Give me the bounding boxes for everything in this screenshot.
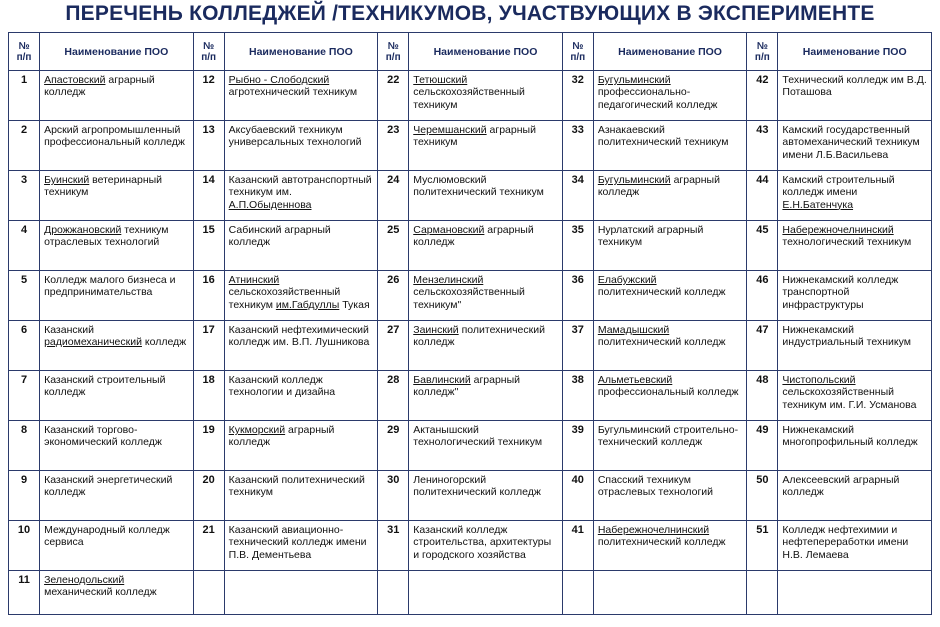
institution-name-text: политехнический колледж: [597, 536, 726, 549]
institution-name-text: сельскохозяйственный техникум им. Г.И. Усманова: [782, 386, 917, 411]
institution-name-text: Нижнекамский индустриальный техникум: [782, 324, 911, 349]
table-cell-number: 11: [9, 571, 40, 615]
institution-name-underlined: Черемшанский: [413, 124, 487, 136]
institution-name-underlined: Бугульминский: [597, 74, 671, 86]
table-cell-name: [40, 421, 193, 471]
table-cell-name: [40, 371, 193, 421]
table-cell-number: 8: [9, 421, 40, 471]
table-cell-name: [593, 421, 746, 471]
institution-name-underlined: Дрожжановский: [44, 224, 122, 236]
table-cell-number: 6: [9, 321, 40, 371]
table-cell-name: [778, 271, 932, 321]
table-cell-number: 45: [747, 221, 778, 271]
table-cell-name: [593, 71, 746, 121]
table-cell-name: [593, 321, 746, 371]
institution-name-text: Колледж нефтехимии и нефтепереработки имени Н.В. Лемаева: [782, 524, 909, 561]
institution-name-text: Камский строительный колледж имени: [782, 174, 895, 199]
institution-name-underlined: Заинский: [413, 324, 459, 336]
institution-name-text: Аксубаевский техникум универсальных технологий: [228, 124, 362, 149]
institution-name-underlined: радиомеханический: [44, 336, 142, 349]
table-cell-number: 34: [562, 171, 593, 221]
num-header-line1: №: [18, 40, 30, 52]
table-cell-name: [593, 121, 746, 171]
table-cell-name: [409, 271, 562, 321]
table-cell-name: [224, 421, 377, 471]
table-cell-number: 23: [378, 121, 409, 171]
institution-name-text: Азнакаевский политехнический техникум: [597, 124, 729, 149]
table-cell-number: 35: [562, 221, 593, 271]
table-cell-number: 37: [562, 321, 593, 371]
num-header-line2: п/п: [16, 51, 32, 63]
table-cell-name: [40, 221, 193, 271]
table-cell-number: 22: [378, 71, 409, 121]
table-cell-name: [409, 71, 562, 121]
institution-name-text: Актанышский технологический техникум: [413, 424, 543, 449]
institution-name-text: аграрный колледж": [413, 374, 521, 399]
table-cell-name: [778, 171, 932, 221]
table-cell-name: [778, 321, 932, 371]
institution-name-underlined: Набережночелнинский: [597, 524, 710, 536]
table-cell-number: 21: [193, 521, 224, 571]
table-cell-name: [40, 71, 193, 121]
table-cell-number: [378, 571, 409, 615]
table-cell-name: [409, 521, 562, 571]
table-cell-name: [593, 171, 746, 221]
table-cell-name: [778, 521, 932, 571]
table-cell-name: [224, 471, 377, 521]
table-cell-number: 13: [193, 121, 224, 171]
page-title: ПЕРЕЧЕНЬ КОЛЛЕДЖЕЙ /ТЕХНИКУМОВ, УЧАСТВУЮЩИХ В ЭКСПЕРИМЕНТЕ: [65, 2, 875, 25]
table-cell-number: 5: [9, 271, 40, 321]
institution-name-text: сельскохозяйственный техникум: [228, 286, 341, 311]
num-header-line2: п/п: [201, 51, 217, 63]
institution-name-text: сельскохозяйственный техникум": [413, 286, 525, 311]
table-cell-name: [409, 471, 562, 521]
institution-name-underlined: Кукморский: [228, 424, 286, 436]
institution-name-text: Казанский колледж технологии и дизайна: [228, 374, 336, 399]
institution-name-text: Арский агропромышленный профессиональный колледж: [44, 124, 185, 149]
table-cell-name: [224, 121, 377, 171]
institution-name-underlined: Атнинский: [228, 274, 280, 286]
institution-name-text: Казанский нефтехимический колледж им. В.П. Лушникова: [228, 324, 370, 349]
table-row: [9, 371, 932, 421]
column-header-num-5: [747, 33, 778, 71]
institution-name-text: Алексеевский аграрный колледж: [782, 474, 900, 499]
table-cell-name: [778, 571, 932, 615]
table-cell-number: 18: [193, 371, 224, 421]
institution-name-text: Лениногорский политехнический колледж: [413, 474, 541, 499]
table-row: [9, 321, 932, 371]
table-cell-name: [409, 321, 562, 371]
table-cell-number: 47: [747, 321, 778, 371]
table-cell-number: 27: [378, 321, 409, 371]
table-row: [9, 71, 932, 121]
table-cell-name: [593, 571, 746, 615]
table-cell-number: 50: [747, 471, 778, 521]
num-header-line1: №: [756, 40, 768, 52]
institution-name-text: агротехнический техникум: [228, 86, 358, 99]
institution-name-underlined: Мензелинский: [413, 274, 484, 286]
institution-name-text: аграрный колледж: [228, 424, 335, 449]
num-header-line2: п/п: [754, 51, 770, 63]
institution-name-underlined: Е.Н.Батенчука: [782, 198, 854, 211]
table-row: [9, 571, 932, 615]
table-cell-number: [562, 571, 593, 615]
institution-name-text: Колледж малого бизнеса и предпринимательства: [44, 274, 176, 299]
table-cell-name: [778, 121, 932, 171]
table-cell-number: 24: [378, 171, 409, 221]
table-cell-name: [224, 321, 377, 371]
table-cell-name: [778, 471, 932, 521]
institution-name-text: аграрный колледж: [413, 224, 534, 249]
table-cell-name: [593, 221, 746, 271]
table-cell-name: [224, 71, 377, 121]
table-cell-name: [40, 571, 193, 615]
table-cell-name: [224, 271, 377, 321]
institution-name-text: Казанский торгово-экономический колледж: [44, 424, 162, 449]
table-cell-number: 12: [193, 71, 224, 121]
table-cell-number: 20: [193, 471, 224, 521]
institution-name-text: техникум отраслевых технологий: [44, 224, 169, 249]
table-cell-number: [193, 571, 224, 615]
table-cell-name: [224, 221, 377, 271]
institution-name-text: аграрный колледж: [597, 174, 720, 199]
column-header-name-4: Наименование ПОО: [593, 33, 746, 71]
institution-name-underlined: А.П.Обыденнова: [228, 198, 312, 211]
institution-name-text: Сабинский аграрный колледж: [228, 224, 331, 249]
table-cell-number: 46: [747, 271, 778, 321]
table-cell-number: 26: [378, 271, 409, 321]
num-header-line2: п/п: [385, 51, 401, 63]
num-header-line1: №: [203, 40, 215, 52]
institution-name-text: Нурлатский аграрный техникум: [597, 224, 704, 249]
institution-name-underlined: Мамадышский: [597, 324, 670, 336]
table-cell-number: 36: [562, 271, 593, 321]
institution-name-text: политехнический колледж: [413, 324, 545, 349]
column-header-num-4: [562, 33, 593, 71]
table-cell-number: 15: [193, 221, 224, 271]
institution-name-text: Нижнекамский колледж транспортной инфраструктуры: [782, 274, 899, 311]
table-row: [9, 421, 932, 471]
table-cell-name: [593, 271, 746, 321]
table-cell-number: 43: [747, 121, 778, 171]
table-cell-number: 2: [9, 121, 40, 171]
table-cell-name: [778, 221, 932, 271]
institution-name-text: политехнический колледж: [597, 336, 726, 349]
institution-name-text: сельскохозяйственный техникум: [413, 86, 525, 111]
table-cell-number: 42: [747, 71, 778, 121]
institution-name-text: аграрный колледж: [44, 74, 155, 99]
institution-name-text: политехнический колледж: [597, 286, 726, 299]
table-row: [9, 271, 932, 321]
table-cell-number: 1: [9, 71, 40, 121]
table-cell-name: [409, 571, 562, 615]
institution-name-underlined: Альметьевский: [597, 374, 673, 386]
table-cell-name: [40, 171, 193, 221]
institution-name-text: Казанский авиационно-технический колледж имени П.В. Дементьева: [228, 524, 367, 561]
table-cell-number: 33: [562, 121, 593, 171]
num-header-line2: п/п: [570, 51, 586, 63]
column-header-name-2: Наименование ПОО: [224, 33, 377, 71]
column-header-num-1: [9, 33, 40, 71]
num-header-line1: №: [387, 40, 399, 52]
institution-name-underlined: Набережночелнинский: [782, 224, 894, 236]
institution-name-text: Технический колледж им В.Д. Поташова: [782, 74, 927, 99]
column-header-name-5: Наименование ПОО: [778, 33, 932, 71]
table-cell-number: 3: [9, 171, 40, 221]
table-cell-number: 48: [747, 371, 778, 421]
table-cell-number: 7: [9, 371, 40, 421]
institution-name-underlined: Бавлинский: [413, 374, 471, 386]
institution-name-text: Казанский политехнический техникум: [228, 474, 365, 499]
table-cell-name: [224, 371, 377, 421]
institution-name-text: Казанский энергетический колледж: [44, 474, 173, 499]
table-cell-name: [778, 371, 932, 421]
institution-name-underlined: Буинский: [44, 174, 90, 186]
table-body: [9, 71, 932, 615]
table-row: [9, 471, 932, 521]
table-cell-name: [593, 371, 746, 421]
table-cell-number: 39: [562, 421, 593, 471]
table-row: [9, 521, 932, 571]
institution-name-text: Казанский колледж строительства, архитектуры и городского хозяйства: [413, 524, 552, 561]
table-cell-name: [40, 321, 193, 371]
table-header: [9, 33, 932, 71]
table-cell-name: [40, 121, 193, 171]
table-cell-number: 51: [747, 521, 778, 571]
institution-name-text: Тукая: [339, 298, 370, 311]
table-cell-number: 32: [562, 71, 593, 121]
table-cell-name: [409, 421, 562, 471]
table-row: [9, 121, 932, 171]
table-cell-number: [747, 571, 778, 615]
table-cell-name: [409, 371, 562, 421]
colleges-table: [8, 32, 932, 615]
institution-name-text: Казанский строительный колледж: [44, 374, 166, 399]
table-cell-number: 4: [9, 221, 40, 271]
institution-name-text: Казанский автотранспортный техникум им.: [228, 174, 372, 199]
table-cell-number: 10: [9, 521, 40, 571]
institution-name-text: Муслюмовский политехнический техникум: [413, 174, 544, 199]
institution-name-text: профессиональный колледж: [597, 386, 739, 399]
table-cell-number: 17: [193, 321, 224, 371]
table-cell-number: 31: [378, 521, 409, 571]
institution-name-underlined: Апастовский: [44, 74, 106, 86]
institution-name-text: Нижнекамский многопрофильный колледж: [782, 424, 918, 449]
institution-name-text: Международный колледж сервиса: [44, 524, 170, 549]
table-cell-number: 38: [562, 371, 593, 421]
table-cell-number: 44: [747, 171, 778, 221]
table-cell-name: [40, 471, 193, 521]
table-cell-name: [40, 521, 193, 571]
table-cell-number: 29: [378, 421, 409, 471]
num-header-line1: №: [572, 40, 584, 52]
table-cell-name: [224, 171, 377, 221]
table-row: [9, 171, 932, 221]
institution-name-underlined: Тетюшский: [413, 74, 468, 86]
table-cell-name: [409, 121, 562, 171]
table-cell-name: [40, 271, 193, 321]
institution-name-text: профессионально-педагогический колледж: [597, 86, 718, 111]
column-header-name-3: Наименование ПОО: [409, 33, 562, 71]
table-cell-name: [409, 171, 562, 221]
table-cell-number: 40: [562, 471, 593, 521]
table-cell-name: [224, 571, 377, 615]
institution-name-text: механический колледж: [44, 586, 157, 599]
table-cell-name: [778, 71, 932, 121]
column-header-num-2: [193, 33, 224, 71]
institution-name-text: колледж: [141, 336, 187, 349]
table-cell-number: 41: [562, 521, 593, 571]
table-cell-name: [224, 521, 377, 571]
institution-name-underlined: Сармановский: [413, 224, 485, 236]
table-cell-number: 49: [747, 421, 778, 471]
institution-name-underlined: Чистопольский: [782, 374, 856, 386]
institution-name-underlined: Елабужский: [597, 274, 657, 286]
table-cell-number: 28: [378, 371, 409, 421]
table-cell-name: [593, 521, 746, 571]
table-cell-name: [778, 421, 932, 471]
table-cell-number: 9: [9, 471, 40, 521]
institution-name-underlined: Зеленодольский: [44, 574, 125, 586]
institution-name-text: Бугульминский строительно-технический колледж: [597, 424, 739, 449]
table-cell-number: 14: [193, 171, 224, 221]
institution-name-text: Камский государственный автомеханический техникум имени Л.Б.Васильева: [782, 124, 920, 161]
table-cell-number: 16: [193, 271, 224, 321]
institution-name-underlined: Рыбно - Слободский: [228, 74, 330, 86]
table-cell-name: [409, 221, 562, 271]
column-header-name-1: Наименование ПОО: [40, 33, 193, 71]
institution-name-text: ветеринарный техникум: [44, 174, 163, 199]
institution-name-text: аграрный техникум: [413, 124, 536, 149]
table-cell-name: [593, 471, 746, 521]
table-cell-number: 25: [378, 221, 409, 271]
table-header-row: [9, 33, 932, 71]
column-header-num-3: [378, 33, 409, 71]
institution-name-text: Спасский техникум отраслевых технологий: [597, 474, 714, 499]
institution-name-underlined: Бугульминский: [597, 174, 671, 186]
table-cell-number: 19: [193, 421, 224, 471]
institution-name-text: Казанский: [44, 324, 94, 336]
table-row: [9, 221, 932, 271]
institution-name-underlined: им.Габдуллы: [275, 298, 340, 311]
institution-name-text: технологический техникум: [782, 236, 912, 249]
table-cell-number: 30: [378, 471, 409, 521]
